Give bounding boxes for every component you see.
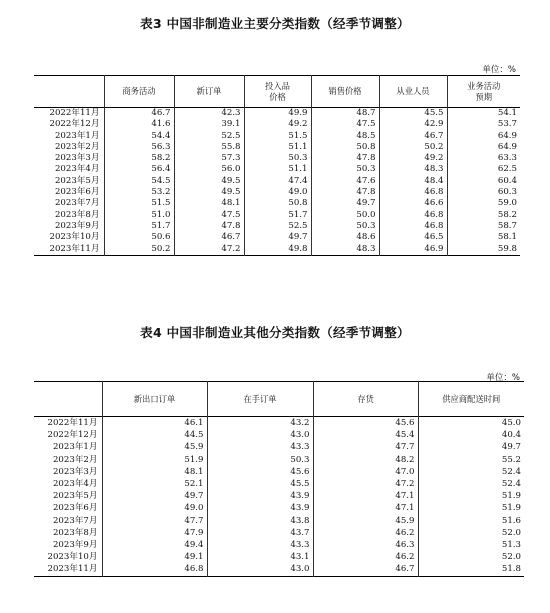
table3-cell: 42.3 — [174, 108, 244, 120]
table4-row-label: 2023年9月 — [34, 539, 102, 551]
table3-cell: 52.5 — [174, 131, 244, 142]
table4-cell: 47.7 — [102, 515, 207, 527]
table3-cell: 50.3 — [311, 164, 379, 175]
table3-cell: 49.5 — [174, 187, 244, 198]
table4-cell: 43.9 — [207, 502, 313, 514]
table4-cell: 44.5 — [102, 429, 207, 441]
table3-cell: 50.8 — [244, 198, 311, 209]
table3-cell: 54.5 — [104, 176, 174, 187]
table3-row-label: 2023年9月 — [34, 221, 104, 232]
table3-col-header — [34, 76, 104, 108]
table4-row — [34, 478, 524, 490]
table3-cell: 42.9 — [379, 119, 447, 130]
table3-cell: 48.7 — [311, 108, 379, 120]
table4-row — [34, 563, 524, 576]
table4-row — [34, 429, 524, 441]
table3-row — [34, 119, 520, 130]
table3-cell: 53.7 — [497, 119, 517, 130]
table4-cell: 45.6 — [313, 417, 418, 430]
table3-cell: 48.4 — [379, 176, 447, 187]
table3-cell: 56.3 — [104, 142, 174, 153]
table3-row — [34, 232, 520, 243]
table3-cell: 51.7 — [104, 221, 174, 232]
table4-row-label: 2022年11月 — [34, 417, 102, 430]
table3-cell: 49.9 — [244, 108, 311, 120]
table3-col-header: 销售价格 — [311, 76, 379, 108]
table4-cell: 47.1 — [313, 502, 418, 514]
table4-cell: 47.1 — [313, 490, 418, 502]
table3-cell: 50.3 — [311, 221, 379, 232]
table4-cell: 47.2 — [313, 478, 418, 490]
table3-cell: 64.9 — [497, 130, 517, 141]
table4-cell: 52.4 — [501, 479, 521, 490]
table4-row-label: 2023年10月 — [34, 551, 102, 563]
table3-cell: 50.2 — [104, 244, 174, 256]
table3-cell: 48.3 — [311, 244, 379, 256]
table3-col-header: 业务活动 预期 — [467, 80, 501, 102]
table3-cell: 56.4 — [104, 164, 174, 175]
table3-cell: 45.5 — [379, 108, 447, 120]
table4-cell: 49.0 — [102, 502, 207, 514]
table3-cell: 48.3 — [379, 164, 447, 175]
table4-cell: 52.0 — [501, 527, 521, 538]
table4-header-row — [34, 382, 524, 417]
table4-body — [34, 417, 524, 577]
table3-cell: 59.8 — [497, 243, 517, 254]
table3-row-label: 2023年6月 — [34, 187, 104, 198]
table3-row-label: 2023年2月 — [34, 142, 104, 153]
table4-cell: 51.9 — [102, 454, 207, 466]
table4-row-label: 2023年1月 — [34, 441, 102, 453]
table4-row-label: 2023年8月 — [34, 527, 102, 539]
table3-cell: 54.4 — [104, 131, 174, 142]
table3-row — [34, 153, 520, 164]
table3-row-label: 2023年8月 — [34, 210, 104, 221]
table3-row — [34, 108, 520, 120]
table4-row — [34, 502, 524, 514]
table3-row-label: 2023年5月 — [34, 176, 104, 187]
table4-cell: 45.9 — [102, 441, 207, 453]
table4-cell: 43.1 — [207, 551, 313, 563]
table4-cell: 43.0 — [207, 429, 313, 441]
table4-row — [34, 417, 524, 430]
table4-cell: 45.9 — [313, 515, 418, 527]
table4-row — [34, 551, 524, 563]
table3-cell: 50.0 — [311, 210, 379, 221]
table3-cell: 46.7 — [104, 108, 174, 120]
table3-cell: 49.7 — [311, 198, 379, 209]
table4-cell: 43.7 — [207, 527, 313, 539]
table4-cell: 45.4 — [313, 429, 418, 441]
table3-header-row — [34, 76, 520, 108]
table3-cell: 51.0 — [104, 210, 174, 221]
table4-row — [34, 490, 524, 502]
table4-cell: 40.4 — [501, 430, 521, 441]
table4-cell: 45.5 — [207, 478, 313, 490]
table3-cell: 49.5 — [174, 176, 244, 187]
table3-row-label: 2023年10月 — [34, 232, 104, 243]
table3-row — [34, 210, 520, 221]
table3-row-label: 2023年11月 — [34, 244, 104, 256]
table4-row — [34, 539, 524, 551]
table3-cell: 51.1 — [244, 164, 311, 175]
table4-col-header: 存货 — [313, 382, 418, 417]
table3-cell: 53.2 — [104, 187, 174, 198]
table4-col-header: 在手订单 — [207, 382, 313, 417]
table3-row — [34, 221, 520, 232]
table3-cell: 49.2 — [379, 153, 447, 164]
table3-row-label: 2023年1月 — [34, 131, 104, 142]
table3-cell: 51.5 — [244, 131, 311, 142]
table3-cell: 47.8 — [311, 187, 379, 198]
table4-col-header: 供应商配送时间 — [442, 393, 501, 404]
table4-row-label: 2023年7月 — [34, 515, 102, 527]
table3-row — [34, 244, 520, 256]
table4-cell: 52.1 — [102, 478, 207, 490]
table3-cell: 58.1 — [497, 232, 517, 243]
table4-cell: 51.8 — [501, 564, 521, 575]
table3-row — [34, 164, 520, 175]
table3-row — [34, 198, 520, 209]
table3-row-label: 2022年12月 — [34, 119, 104, 130]
table3-cell: 46.7 — [174, 232, 244, 243]
table3-cell: 62.5 — [497, 164, 517, 175]
table4-row — [34, 527, 524, 539]
table4-cell: 43.8 — [207, 515, 313, 527]
table4-unit: 单位：% — [486, 373, 520, 383]
table3-cell: 46.7 — [379, 131, 447, 142]
table3-cell: 49.8 — [244, 244, 311, 256]
table4-cell: 51.3 — [501, 540, 521, 551]
table4-row-label: 2023年2月 — [34, 454, 102, 466]
table4-cell: 47.9 — [102, 527, 207, 539]
table3-cell: 47.4 — [244, 176, 311, 187]
table4-cell: 52.4 — [501, 466, 521, 477]
table4-col-header — [34, 382, 102, 417]
table4-cell: 46.3 — [313, 539, 418, 551]
table3-cell: 47.5 — [311, 119, 379, 130]
table3-cell: 39.1 — [174, 119, 244, 130]
table4 — [34, 381, 524, 577]
table4-cell: 48.1 — [102, 466, 207, 478]
table4-cell: 43.3 — [207, 441, 313, 453]
table4-cell: 45.6 — [207, 466, 313, 478]
table3-cell: 59.0 — [497, 198, 517, 209]
table3-row — [34, 131, 520, 142]
table3-row — [34, 142, 520, 153]
table4-cell: 45.0 — [501, 418, 521, 428]
table4-cell: 47.0 — [313, 466, 418, 478]
table3-body — [34, 108, 520, 256]
table3-col-header: 投入品 价格 — [244, 76, 311, 108]
table3-cell: 46.5 — [379, 232, 447, 243]
table4-cell: 49.1 — [102, 551, 207, 563]
table4-cell: 46.2 — [313, 551, 418, 563]
table3-row-label: 2023年3月 — [34, 153, 104, 164]
table3-cell: 49.2 — [244, 119, 311, 130]
table4-row — [34, 454, 524, 466]
table4-row — [34, 515, 524, 527]
table3-cell: 46.8 — [379, 221, 447, 232]
table3-cell: 46.8 — [379, 187, 447, 198]
table4-title: 表4 中国非制造业其他分类指数（经季节调整） — [140, 325, 410, 340]
table3-cell: 54.1 — [497, 108, 517, 118]
table4-cell: 55.2 — [501, 454, 521, 465]
table4-cell: 46.1 — [102, 417, 207, 430]
table3-cell: 58.2 — [497, 209, 517, 220]
table4-cell: 52.0 — [501, 552, 521, 563]
table4-row-label: 2023年3月 — [34, 466, 102, 478]
table4-cell: 43.9 — [207, 490, 313, 502]
table3 — [34, 75, 520, 256]
table3-title: 表3 中国非制造业主要分类指数（经季节调整） — [140, 16, 410, 31]
table3-cell: 63.3 — [497, 153, 517, 164]
table3-cell: 50.6 — [104, 232, 174, 243]
table3-cell: 41.6 — [104, 119, 174, 130]
table4-row — [34, 466, 524, 478]
table3-cell: 60.3 — [497, 187, 517, 198]
table3-row-label: 2022年11月 — [34, 108, 104, 120]
table4-cell: 50.3 — [207, 454, 313, 466]
table3-cell: 48.6 — [311, 232, 379, 243]
table3-cell: 57.3 — [174, 153, 244, 164]
table3-cell: 47.2 — [174, 244, 244, 256]
table3-col-header: 商务活动 — [104, 76, 174, 108]
table3-cell: 51.5 — [104, 198, 174, 209]
table3-cell: 58.7 — [497, 220, 517, 231]
table3-cell: 47.8 — [174, 221, 244, 232]
table4-row-label: 2023年5月 — [34, 490, 102, 502]
table3-cell: 46.6 — [379, 198, 447, 209]
table4-row — [34, 441, 524, 453]
table3-cell: 64.9 — [497, 141, 517, 152]
table4-cell: 49.4 — [102, 539, 207, 551]
table3-cell: 50.3 — [244, 153, 311, 164]
table3-cell: 50.8 — [311, 142, 379, 153]
table4-row-label: 2022年12月 — [34, 429, 102, 441]
table4-cell: 46.7 — [313, 563, 418, 576]
table3-cell: 48.1 — [174, 198, 244, 209]
table3-cell: 52.5 — [244, 221, 311, 232]
table3-cell: 47.6 — [311, 176, 379, 187]
table3-cell: 58.2 — [104, 153, 174, 164]
table3-row-label: 2023年7月 — [34, 198, 104, 209]
table3-cell: 47.5 — [174, 210, 244, 221]
table4-cell: 51.9 — [501, 491, 521, 502]
table4-col-header: 新出口订单 — [102, 382, 207, 417]
table3-col-header: 新订单 — [174, 76, 244, 108]
table4-cell: 51.6 — [501, 515, 521, 526]
table3-cell: 51.7 — [244, 210, 311, 221]
table3-row — [34, 176, 520, 187]
table4-row-label: 2023年11月 — [34, 563, 102, 576]
table3-cell: 50.2 — [379, 142, 447, 153]
table3-cell: 55.8 — [174, 142, 244, 153]
table3-col-header: 从业人员 — [379, 76, 447, 108]
table3-cell: 49.0 — [244, 187, 311, 198]
table4-cell: 43.3 — [207, 539, 313, 551]
table3-cell: 56.0 — [174, 164, 244, 175]
table3-cell: 47.8 — [311, 153, 379, 164]
table3-cell: 48.5 — [311, 131, 379, 142]
table3-cell: 46.8 — [379, 210, 447, 221]
table4-cell: 43.0 — [207, 563, 313, 576]
table4-row-label: 2023年6月 — [34, 502, 102, 514]
table4-row-label: 2023年4月 — [34, 478, 102, 490]
table3-cell: 60.4 — [497, 175, 517, 186]
table4-cell: 47.7 — [313, 441, 418, 453]
table3-unit: 单位：% — [482, 65, 516, 75]
table4-cell: 51.9 — [501, 503, 521, 514]
table3-cell: 46.9 — [379, 244, 447, 256]
table3-row-label: 2023年4月 — [34, 164, 104, 175]
table4-cell: 48.2 — [313, 454, 418, 466]
table4-cell: 46.8 — [102, 563, 207, 576]
table4-cell: 43.2 — [207, 417, 313, 430]
table3-cell: 49.7 — [244, 232, 311, 243]
table3-cell: 51.1 — [244, 142, 311, 153]
table4-cell: 46.2 — [313, 527, 418, 539]
table3-row — [34, 187, 520, 198]
table4-cell: 49.7 — [102, 490, 207, 502]
table4-cell: 49.7 — [501, 442, 521, 453]
